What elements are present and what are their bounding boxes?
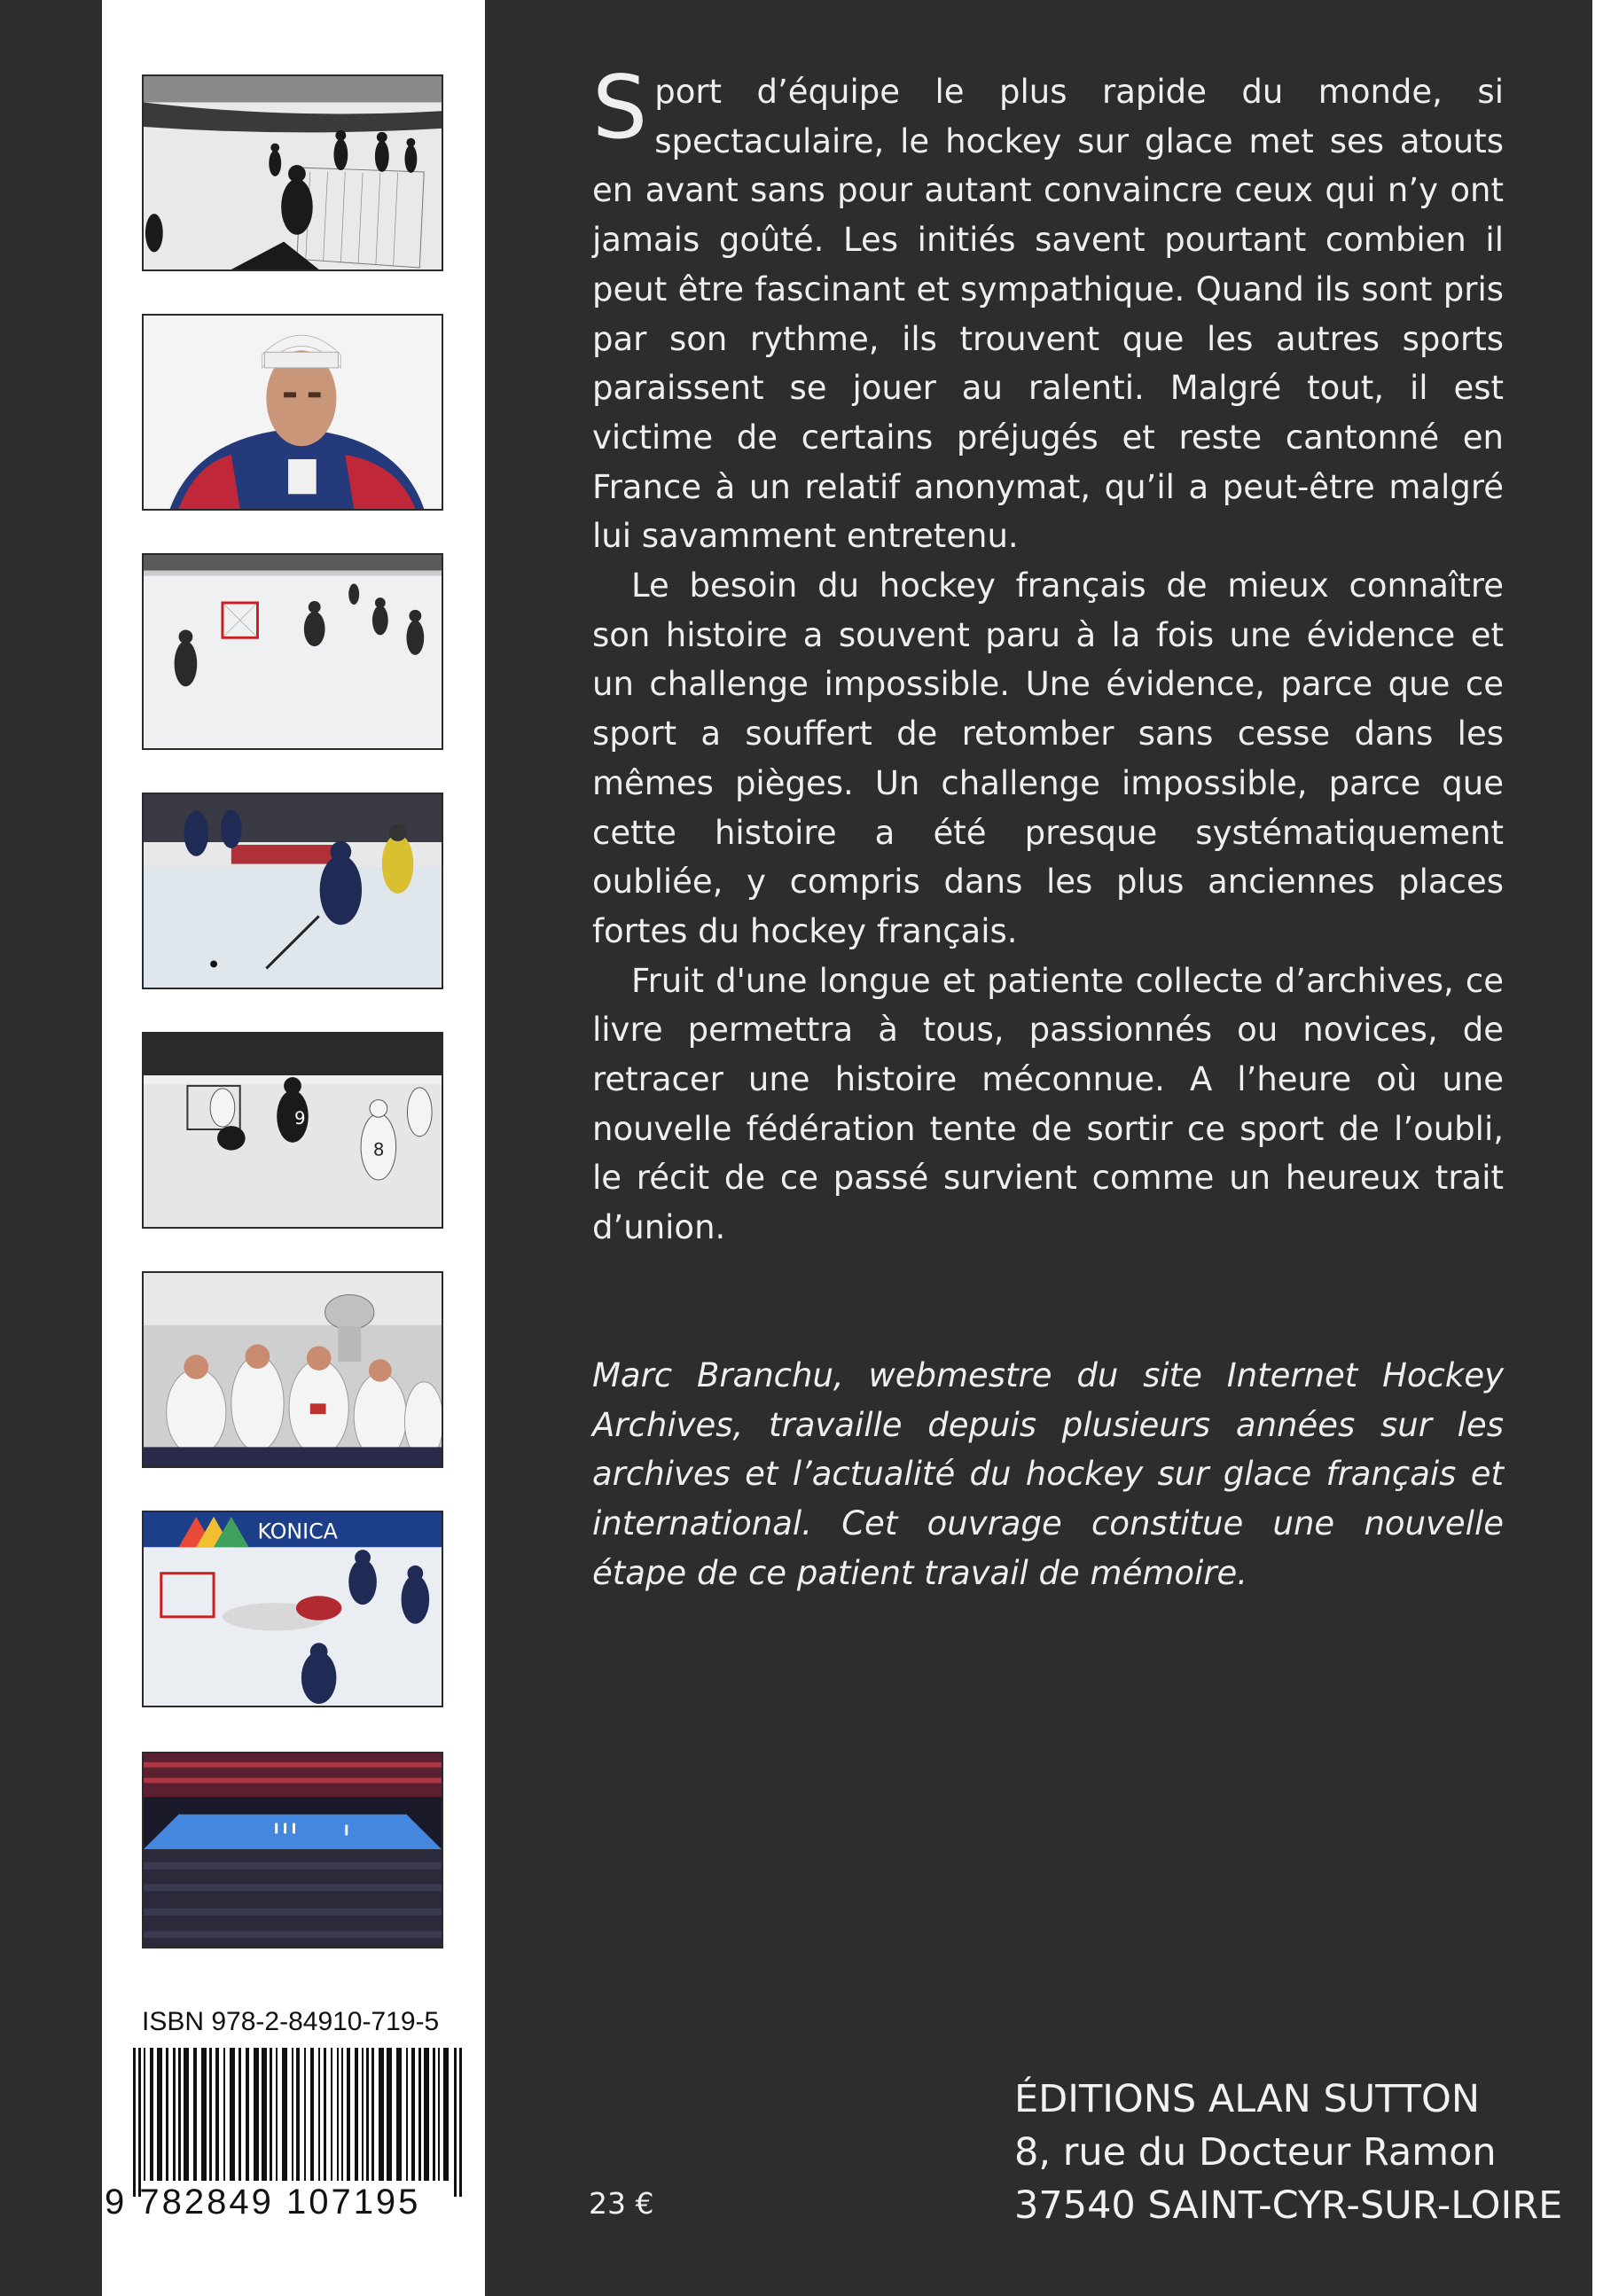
- intro-text: port d’équipe le plus rapide du monde, si spectaculaire, le hockey sur glace met ses atouts en avant sans pour autant convaincre ceux qui n’y ont jamais goûté. Les initiés savent pourtant combien il peut être fascinant et sympathique. Quand ils sont pris par son rythme, ils trouvent que les autres sports paraissent se jouer au ralenti. Malgré tout, il est victime de certains préjugés et reste cantonné en France à un relatif anonymat, qu’il a peut-être malgré lui savamment entretenu.: [592, 73, 1504, 556]
- trophy-celebration-photo-icon: [142, 1271, 443, 1468]
- rink-goal-photo-icon: [142, 553, 443, 750]
- svg-text:9: 9: [293, 1108, 306, 1129]
- left-margin: [0, 0, 102, 2296]
- publisher-name: ÉDITIONS ALAN SUTTON: [1014, 2077, 1481, 2121]
- drop-cap: S: [592, 58, 648, 159]
- publisher-street: 8, rue du Docteur Ramon: [1014, 2130, 1497, 2175]
- right-edge: [1592, 0, 1603, 2296]
- isbn-label: ISBN 978-2-84910-719-5: [142, 2007, 440, 2036]
- svg-text:KONICA: KONICA: [257, 1519, 338, 1544]
- arena-crowd-photo-icon: [142, 1752, 443, 1948]
- player-portrait-photo-icon: [142, 314, 443, 511]
- svg-text:8: 8: [372, 1139, 385, 1160]
- price-label: 23 €: [589, 2186, 654, 2221]
- publisher-block: [1014, 2073, 1562, 2232]
- goal-scramble-bw-photo-icon: [142, 1032, 443, 1229]
- author-bio: Marc Branchu, webmestre du site Internet Hockey Archives, travaille depuis plusieurs années sur les archives et l’actualité du hockey sur glace français et international. Cet ouvrage constitue une nouvelle étape de ce patient travail de mémoire.: [592, 1356, 1504, 1592]
- publisher-city: 37540 SAINT-CYR-SUR-LOIRE: [1014, 2183, 1563, 2228]
- blurb-text: [592, 58, 1504, 1253]
- intro-paragraph: [592, 58, 1504, 561]
- outdoor-hockey-bw-photo-icon: [142, 74, 443, 271]
- goalie-save-photo-icon: [142, 1511, 443, 1707]
- barcode-icon: [129, 2048, 465, 2197]
- paragraph-3: Fruit d'une longue et patiente collecte d’archives, ce livre permettra à tous, passionnés ou novices, de retracer une histoire méconnue. A l’heure où une nouvelle fédération tente de sortir ce sport de l’oubli, le récit de ce passé survient comme un heureux trait d’union.: [592, 961, 1504, 1247]
- barcode-digits: 9 782849 107195: [105, 2183, 421, 2222]
- paragraph-2: Le besoin du hockey français de mieux connaître son histoire a souvent paru à la fois une évidence et un challenge impossible. Une évidence, parce que ce sport a souffert de retomber sans cesse dans les mêmes pièges. Un challenge impossible, parce que cette histoire a été presque systématiquement oubliée, y compris dans les plus anciennes places fortes du hockey français.: [592, 566, 1504, 950]
- game-action-photo-icon: [142, 793, 443, 989]
